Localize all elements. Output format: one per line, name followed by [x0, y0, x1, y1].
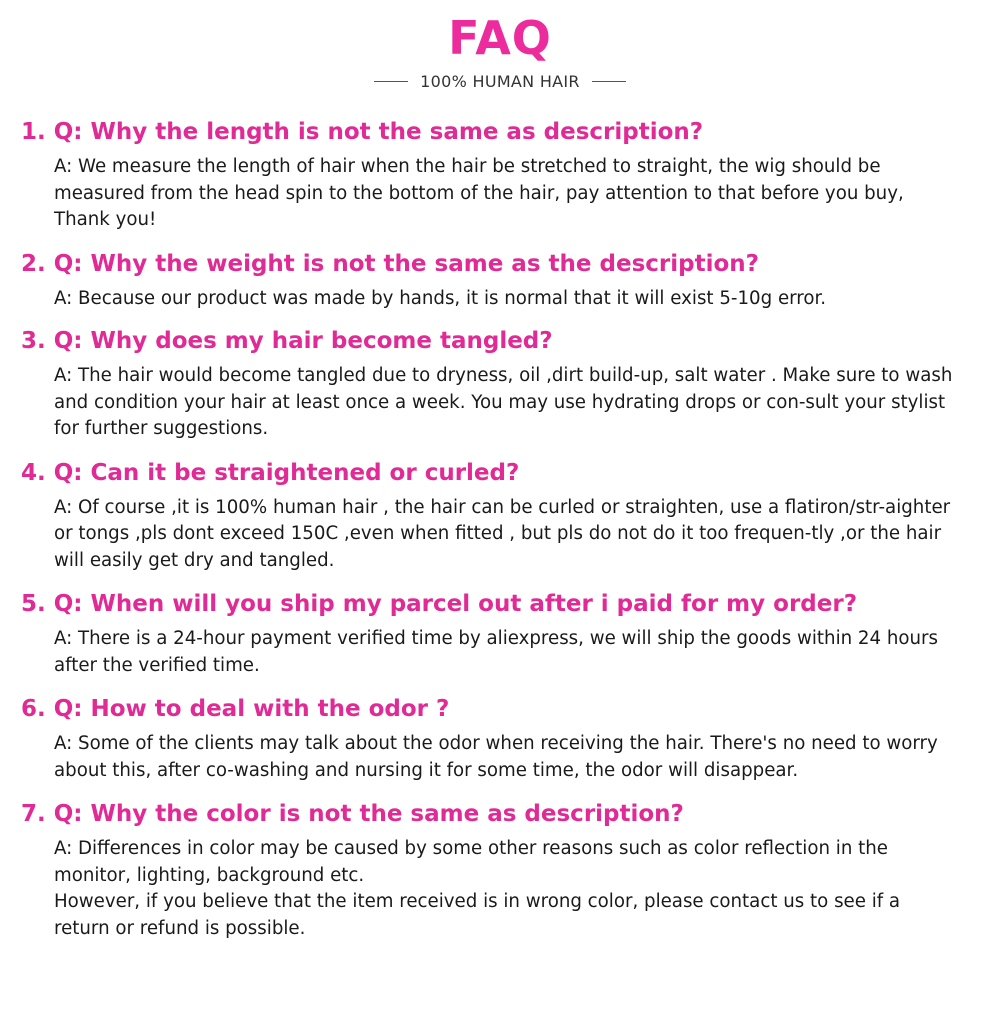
faq-list	[21, 116, 991, 942]
faq-item	[21, 588, 991, 679]
faq-answer	[54, 154, 954, 234]
faq-question: 5. Q: When will you ship my parcel out after i paid for my order?	[21, 591, 858, 617]
faq-answer-paragraph: A: There is a 24-hour payment verified time by aliexpress, we will ship the goods within 24 hours after the verified time.	[54, 628, 938, 676]
faq-answer	[54, 363, 954, 443]
faq-item	[21, 693, 991, 784]
faq-question: 2. Q: Why the weight is not the same as the description?	[21, 250, 759, 277]
page-header	[0, 0, 1000, 94]
divider-left	[374, 81, 408, 82]
faq-answer	[54, 626, 954, 679]
faq-item	[21, 457, 991, 575]
page-subtitle: 100% HUMAN HAIR	[420, 71, 580, 91]
faq-question: 3. Q: Why does my hair become tangled?	[21, 328, 553, 354]
faq-answer-paragraph: However, if you believe that the item received is in wrong color, please contact us to see if a return or refund is possible.	[54, 891, 901, 939]
faq-item	[21, 248, 991, 313]
faq-question: 7. Q: Why the color is not the same as description?	[21, 801, 684, 827]
divider-right	[592, 81, 626, 82]
faq-answer-paragraph: A: Of course ,it is 100% human hair , the hair can be curled or straighten, use a flatiron/str-aighter or tongs ,pls dont exceed 150C ,even when fitted , but pls do not do it too frequen-tly ,or the hair will easily get dry and tangled.	[54, 496, 951, 571]
subtitle-row	[0, 68, 1000, 94]
faq-question: 1. Q: Why the length is not the same as description?	[21, 119, 704, 145]
faq-item	[21, 325, 991, 443]
faq-answer-paragraph: A: The hair would become tangled due to dryness, oil ,dirt build-up, salt water . Make sure to wash and condition your hair at least once a week. You may use hydrating drops or con-sult your stylist for further suggestions.	[54, 365, 953, 439]
faq-answer-paragraph: A: We measure the length of hair when the hair be stretched to straight, the wig should be measured from the head spin to the bottom of the hair, pay attention to that before you buy, Thank you!	[54, 156, 904, 230]
faq-item	[21, 798, 991, 942]
faq-question: 6. Q: How to deal with the odor ?	[21, 696, 450, 722]
faq-answer	[54, 836, 954, 942]
faq-answer	[54, 495, 954, 575]
page-title: FAQ	[448, 11, 552, 65]
faq-item	[21, 116, 991, 234]
faq-answer-paragraph: A: Differences in color may be caused by some other reasons such as color reflection in the monitor, lighting, background etc.	[54, 838, 888, 886]
faq-answer-paragraph: A: Some of the clients may talk about the odor when receiving the hair. There's no need to worry about this, after co-washing and nursing it for some time, the odor will disappear.	[54, 733, 938, 781]
faq-answer	[54, 286, 954, 313]
faq-question: 4. Q: Can it be straightened or curled?	[21, 459, 520, 486]
faq-answer	[54, 731, 954, 784]
faq-answer-paragraph: A: Because our product was made by hands, it is normal that it will exist 5-10g error.	[54, 287, 827, 309]
